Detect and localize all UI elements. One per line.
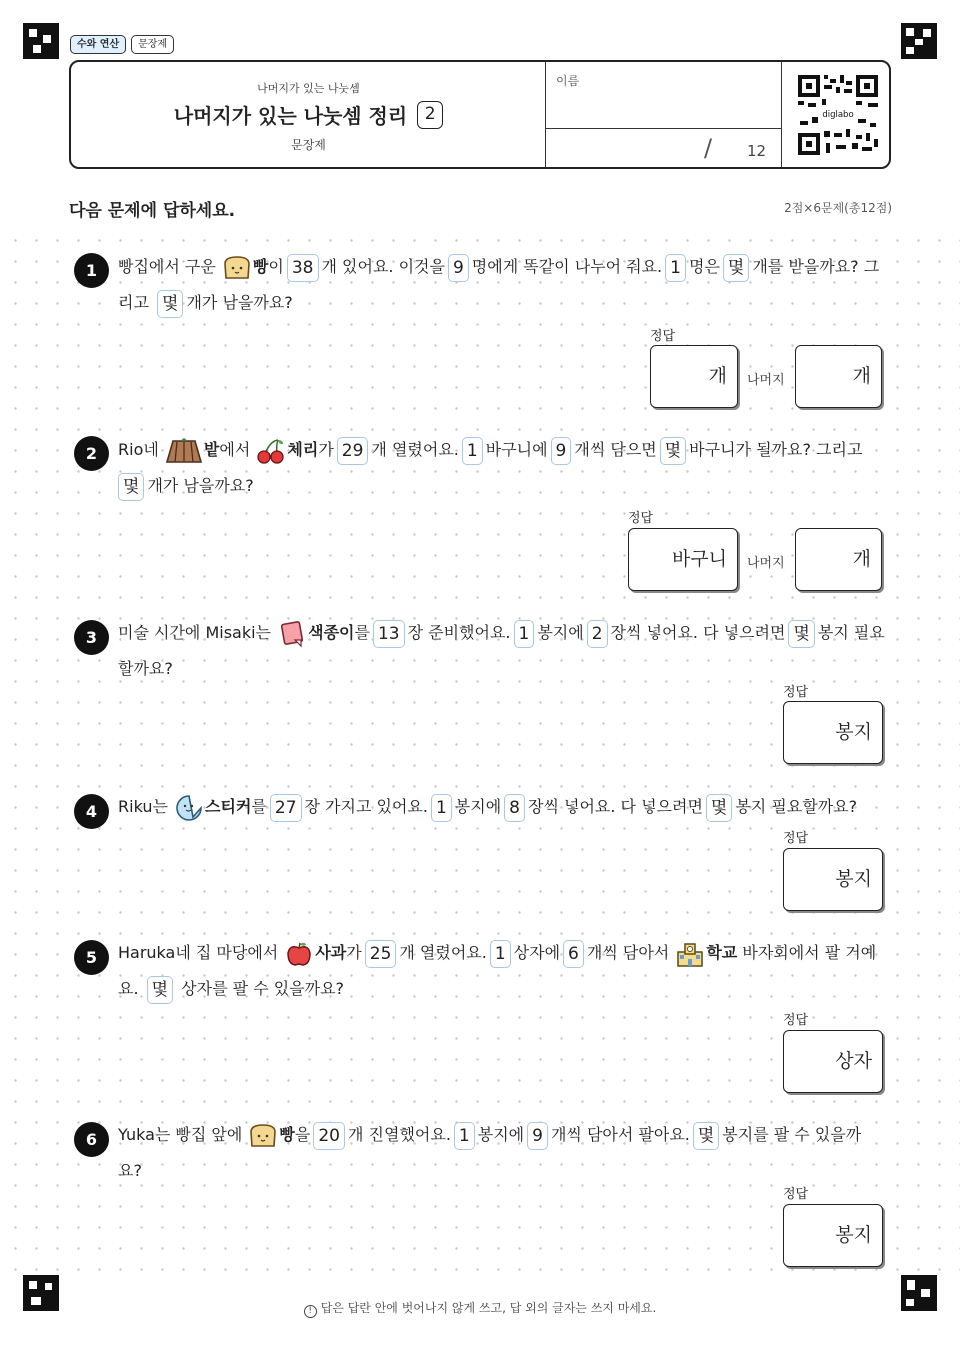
info-icon: !	[304, 1305, 317, 1318]
answer-label: 정답	[783, 1009, 808, 1028]
number-box: 38	[287, 254, 319, 282]
number-box: 1	[490, 940, 511, 968]
number-box: 8	[504, 794, 525, 822]
number-box: 1	[431, 794, 452, 822]
question-number: 2	[74, 436, 109, 471]
number-box: 몇	[693, 1122, 719, 1150]
answer-label: 정답	[783, 827, 808, 846]
number-box: 1	[454, 1122, 475, 1150]
keyword: 밭	[203, 440, 220, 459]
footer-note	[0, 1299, 960, 1318]
answer-box-remainder[interactable]: 개	[795, 345, 882, 408]
score-total: 12	[747, 142, 767, 160]
field-icon	[165, 437, 203, 465]
number-box: 1	[514, 620, 535, 648]
answer-label: 정답	[783, 1183, 808, 1202]
keyword: 빵	[279, 1125, 295, 1144]
question-text: Yuka는 빵집 앞에 빵을 20 개 진열했어요. 1 봉지에 9 개씩 담아서 팔아요. 몇 봉지를 팔 수 있을까 요?	[118, 1117, 890, 1189]
worksheet-subtitle: 나머지가 있는 나눗셈	[257, 82, 360, 95]
footer-text: 답은 답란 안에 벗어나지 않게 쓰고, 답 외의 글자는 쓰지 마세요.	[320, 1301, 657, 1315]
answer-box[interactable]: 상자	[783, 1030, 883, 1093]
number-box: 9	[448, 254, 469, 282]
name-label: 이름	[556, 74, 580, 88]
remainder-label: 나머지	[747, 369, 785, 388]
answer-box-remainder[interactable]: 개	[795, 528, 882, 591]
qr-text: diglabo	[822, 110, 854, 120]
bread-icon	[248, 1122, 278, 1150]
number-box: 9	[527, 1122, 548, 1150]
answer-label: 정답	[628, 507, 653, 526]
tag-category: 수와 연산	[70, 35, 126, 54]
question-number: 1	[74, 253, 109, 288]
tag-type: 문장제	[131, 35, 174, 54]
instruction: 다음 문제에 답하세요.	[69, 201, 236, 221]
corner-marker-top-left	[23, 23, 59, 59]
cherry-icon	[256, 437, 286, 465]
number-box: 25	[365, 940, 397, 968]
apple-icon	[284, 940, 314, 968]
question-number: 6	[74, 1122, 109, 1157]
answer-label: 정답	[650, 325, 675, 344]
number-box: 1	[665, 254, 686, 282]
number-box: 29	[337, 437, 369, 465]
answer-box-quotient[interactable]: 개	[650, 345, 738, 408]
answer-box[interactable]: 봉지	[783, 701, 883, 764]
question-number: 3	[74, 620, 109, 655]
number-box: 몇	[706, 794, 732, 822]
answer-box[interactable]: 봉지	[783, 1204, 883, 1267]
answer-label: 정답	[783, 681, 808, 700]
score-slash: /	[704, 134, 713, 162]
sticker-icon	[174, 794, 204, 822]
number-box: 13	[373, 620, 405, 648]
remainder-label: 나머지	[747, 552, 785, 571]
keyword: 학교	[706, 943, 738, 962]
keyword: 사과	[315, 943, 347, 962]
keyword: 색종이	[308, 623, 355, 642]
answer-box[interactable]: 봉지	[783, 848, 883, 911]
number-box: 몇	[723, 254, 749, 282]
name-score-section	[546, 62, 782, 167]
colored-paper-icon	[277, 620, 307, 648]
bread-icon	[222, 254, 252, 282]
number-box: 1	[462, 437, 483, 465]
question-text: Rio네 밭에서 체리가 29 개 열렸어요. 1 바구니에 9 개씩 담으면 몇 바구니가 될까요? 그리고 몇 개가 남을까요?	[118, 432, 890, 504]
category-tags	[70, 35, 174, 54]
number-box: 몇	[157, 290, 183, 318]
qr-code-icon	[796, 73, 880, 157]
points-info: 2점×6문제(총12점)	[784, 201, 892, 215]
number-box: 6	[563, 940, 584, 968]
number-box: 2	[587, 620, 608, 648]
keyword: 체리	[287, 440, 319, 459]
school-icon	[675, 940, 705, 968]
worksheet-title	[71, 100, 546, 129]
corner-marker-top-right	[901, 23, 937, 59]
question-number: 4	[74, 794, 109, 829]
question-text: 빵집에서 구운 빵이 38 개 있어요. 이것을 9 명에게 똑같이 나누어 줘요. 1 명은 몇 개를 받을까요? 그 리고 몇 개가 남을까요?	[118, 249, 890, 321]
number-box: 20	[313, 1122, 345, 1150]
number-box: 몇	[788, 620, 814, 648]
number-box: 몇	[660, 437, 686, 465]
number-box: 9	[551, 437, 572, 465]
question-number: 5	[74, 940, 109, 975]
question-text: Haruka네 집 마당에서 사과가 25 개 열렸어요. 1 상자에 6 개씩 담아서 학교 바자회에서 팔 거예 요. 몇 상자를 팔 수 있을까요?	[118, 935, 890, 1007]
worksheet-title-text: 나머지가 있는 나눗셈 정리	[173, 104, 408, 128]
keyword: 스티커	[205, 797, 252, 816]
question-text: 미술 시간에 Misaki는 색종이를 13 장 준비했어요. 1 봉지에 2 장씩 넣어요. 다 넣으려면 몇 봉지 필요 할까요?	[118, 615, 890, 687]
number-box: 몇	[147, 976, 173, 1004]
worksheet-header	[69, 60, 891, 169]
worksheet-type: 문장제	[291, 138, 326, 152]
title-section	[71, 62, 546, 167]
answer-box-quotient[interactable]: 바구니	[628, 528, 738, 591]
number-box: 몇	[118, 473, 144, 501]
question-text: Riku는 스티커를 27 장 가지고 있어요. 1 봉지에 8 장씩 넣어요. 다 넣으려면 몇 봉지 필요할까요?	[118, 789, 890, 825]
worksheet-number: 2	[417, 101, 443, 129]
keyword: 빵	[252, 257, 269, 276]
number-box: 27	[270, 794, 302, 822]
